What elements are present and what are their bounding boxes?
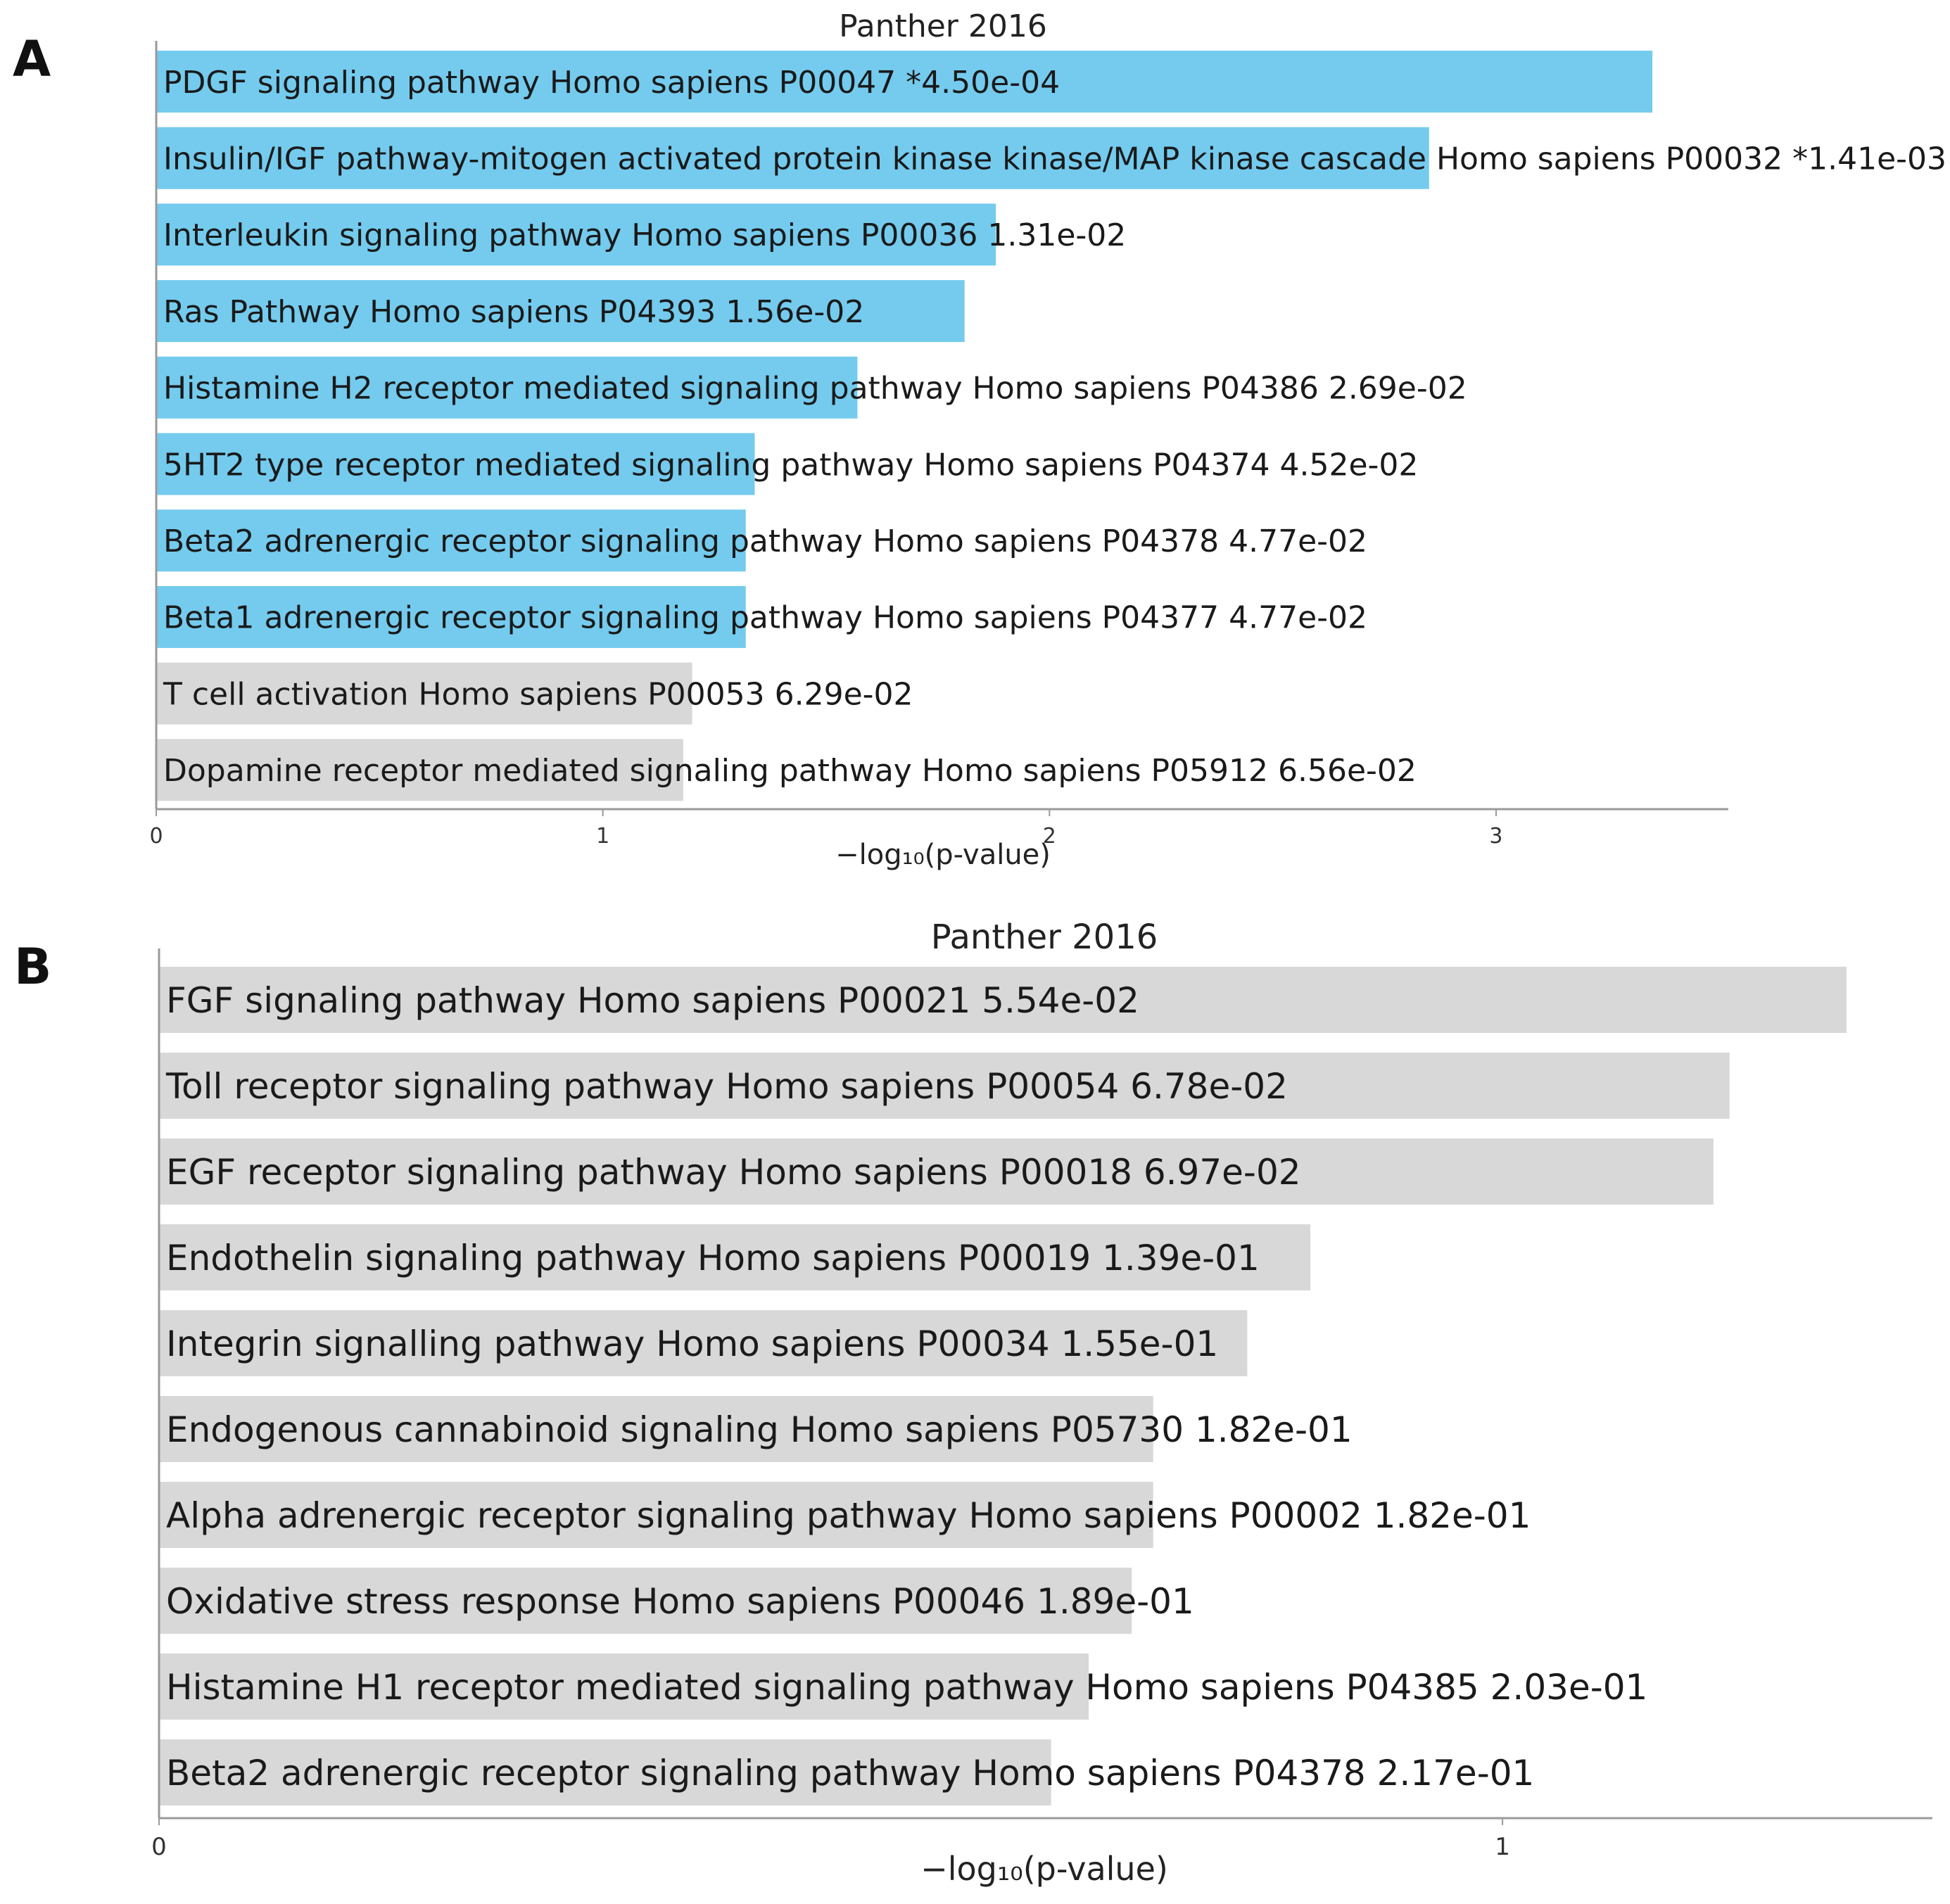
- bar-label: Beta2 adrenergic receptor signaling pathway Homo sapiens P04378 2.17e-01: [166, 1753, 1535, 1794]
- bar-label: Beta2 adrenergic receptor signaling pathway Homo sapiens P04378 4.77e-02: [163, 523, 1368, 560]
- x-axis-label: −log₁₀(p-value): [920, 1850, 1168, 1888]
- x-tick-label: 0: [151, 1833, 167, 1861]
- chart-title: Panther 2016: [839, 8, 1047, 44]
- panel-a: [13, 8, 1946, 871]
- bar-label: T cell activation Homo sapiens P00053 6.29e-02: [163, 676, 913, 713]
- chart-title: Panther 2016: [930, 918, 1158, 957]
- bar-label: Dopamine receptor mediated signaling pathway Homo sapiens P05912 6.56e-02: [163, 753, 1417, 789]
- bar-label: Integrin signalling pathway Homo sapiens P00034 1.55e-01: [166, 1324, 1219, 1364]
- x-tick-label: 2: [1042, 824, 1056, 849]
- bar-label: Oxidative stress response Homo sapiens P00046 1.89e-01: [166, 1581, 1194, 1622]
- x-tick-label: 0: [149, 824, 163, 849]
- panel-b: [14, 918, 1932, 1888]
- bar-label: PDGF signaling pathway Homo sapiens P00047 *4.50e-04: [163, 64, 1061, 101]
- panel-letter: A: [13, 30, 51, 88]
- bar-label: Histamine H2 receptor mediated signaling pathway Homo sapiens P04386 2.69e-02: [163, 370, 1467, 407]
- x-tick-label: 1: [596, 824, 610, 849]
- bar-label: Endogenous cannabinoid signaling Homo sapiens P05730 1.82e-01: [166, 1409, 1353, 1450]
- bar-label: Endothelin signaling pathway Homo sapiens P00019 1.39e-01: [166, 1238, 1260, 1278]
- bar-label: Beta1 adrenergic receptor signaling pathway Homo sapiens P04377 4.77e-02: [163, 599, 1368, 636]
- bar-label: Ras Pathway Homo sapiens P04393 1.56e-02: [163, 293, 865, 330]
- panel-letter: B: [14, 938, 52, 996]
- bar-label: EGF receptor signaling pathway Homo sapiens P00018 6.97e-02: [166, 1152, 1301, 1193]
- bar-label: Histamine H1 receptor mediated signaling pathway Homo sapiens P04385 2.03e-01: [166, 1667, 1648, 1708]
- x-axis-label: −log₁₀(p-value): [835, 839, 1051, 871]
- x-tick-label: 3: [1489, 824, 1503, 849]
- bar-label: Interleukin signaling pathway Homo sapiens P00036 1.31e-02: [163, 217, 1127, 254]
- bar-label: Insulin/IGF pathway-mitogen activated protein kinase kinase/MAP kinase cascade Homo sapiens P00032 *1.41e-03: [163, 141, 1947, 177]
- bar-label: FGF signaling pathway Homo sapiens P00021 5.54e-02: [166, 980, 1139, 1021]
- bar-label: Alpha adrenergic receptor signaling pathway Homo sapiens P00002 1.82e-01: [166, 1495, 1531, 1536]
- bar-label: Toll receptor signaling pathway Homo sapiens P00054 6.78e-02: [166, 1066, 1288, 1107]
- bar-label: 5HT2 type receptor mediated signaling pathway Homo sapiens P04374 4.52e-02: [163, 447, 1419, 483]
- x-tick-label: 1: [1495, 1833, 1510, 1861]
